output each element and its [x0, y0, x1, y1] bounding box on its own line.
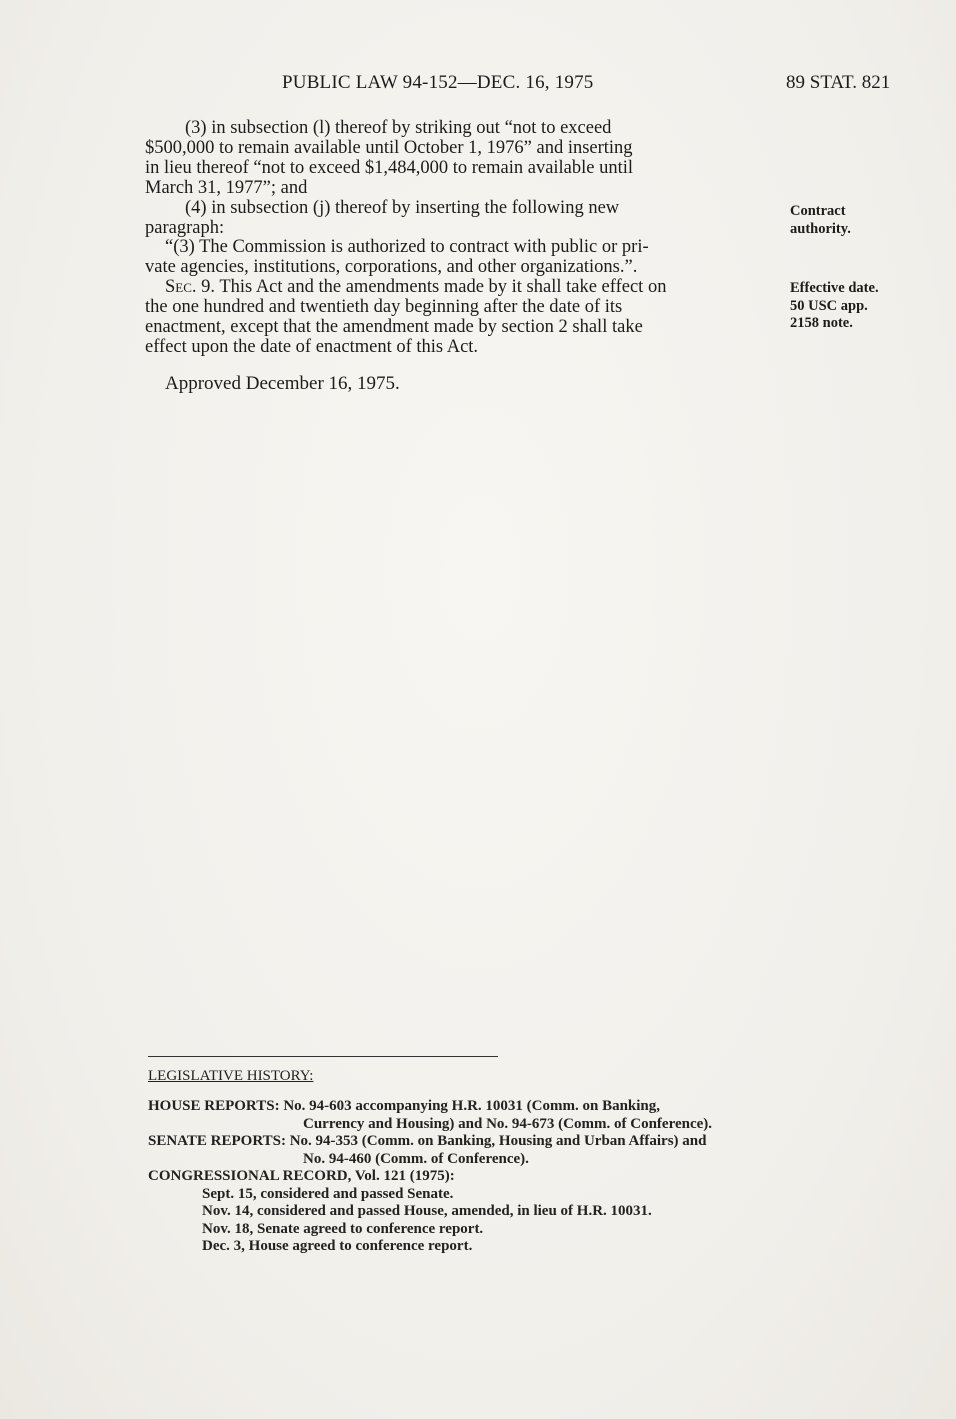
- section-text: This Act and the amendments made by it shall take effect on: [215, 277, 667, 297]
- senate-reports-line: SENATE REPORTS: No. 94-353 (Comm. on Banking, Housing and Urban Affairs) and: [148, 1133, 707, 1149]
- text-line: March 31, 1977”; and: [145, 178, 308, 198]
- congressional-record-line: CONGRESSIONAL RECORD, Vol. 121 (1975):: [148, 1168, 455, 1184]
- text-line: enactment, except that the amendment made by section 2 shall take: [145, 317, 643, 337]
- margin-note-contract-authority: [790, 203, 851, 238]
- record-event: Dec. 3, House agreed to conference report.: [202, 1238, 473, 1254]
- text-line: in lieu thereof “not to exceed $1,484,000 to remain available until: [145, 158, 634, 178]
- house-reports-line: Currency and Housing) and No. 94-673 (Comm. of Conference).: [303, 1115, 713, 1132]
- margin-note-line: 2158 note.: [790, 315, 853, 331]
- text-line: “(3) The Commission is authorized to contract with public or pri-: [165, 237, 649, 257]
- running-head: PUBLIC LAW 94-152—DEC. 16, 1975: [282, 72, 594, 93]
- amendment-item-3: [145, 118, 767, 198]
- text-line: [145, 277, 767, 297]
- legislative-history-title: LEGISLATIVE HISTORY:: [148, 1068, 314, 1084]
- amendment-item-4: [145, 198, 767, 238]
- margin-note-effective-date: [790, 280, 879, 333]
- text-line: effect upon the date of enactment of this Act.: [145, 337, 479, 357]
- section-label: Sec. 9.: [165, 277, 216, 297]
- record-event: Nov. 14, considered and passed House, amended, in lieu of H.R. 10031.: [202, 1203, 652, 1219]
- text-line: (3) in subsection (l) thereof by striking out “not to exceed: [185, 118, 612, 138]
- page-folio: 89 STAT. 821: [786, 72, 891, 93]
- margin-note-line: authority.: [790, 220, 851, 237]
- margin-note-line: Contract: [790, 203, 846, 219]
- section-9: [145, 277, 767, 357]
- text-line: (4) in subsection (j) thereof by inserting the following new: [185, 198, 620, 218]
- text-line: vate agencies, institutions, corporations, and other organizations.”.: [145, 257, 638, 277]
- new-paragraph-3: [145, 237, 767, 277]
- legislative-history: [148, 1098, 778, 1256]
- text-line: $500,000 to remain available until October 1, 1976” and inserting: [145, 138, 633, 158]
- margin-note-line: Effective date.: [790, 280, 879, 296]
- house-reports-line: HOUSE REPORTS: No. 94-603 accompanying H.R. 10031 (Comm. on Banking,: [148, 1098, 661, 1114]
- text-line: the one hundred and twentieth day beginning after the date of its: [145, 297, 623, 317]
- text-line: paragraph:: [145, 218, 225, 238]
- margin-note-line: 50 USC app.: [790, 297, 868, 314]
- record-event: Sept. 15, considered and passed Senate.: [202, 1185, 454, 1202]
- approval-date: Approved December 16, 1975.: [165, 373, 400, 394]
- footnote-divider: [148, 1056, 498, 1057]
- record-event: Nov. 18, Senate agreed to conference report.: [202, 1220, 484, 1237]
- senate-reports-line: No. 94-460 (Comm. of Conference).: [303, 1150, 529, 1167]
